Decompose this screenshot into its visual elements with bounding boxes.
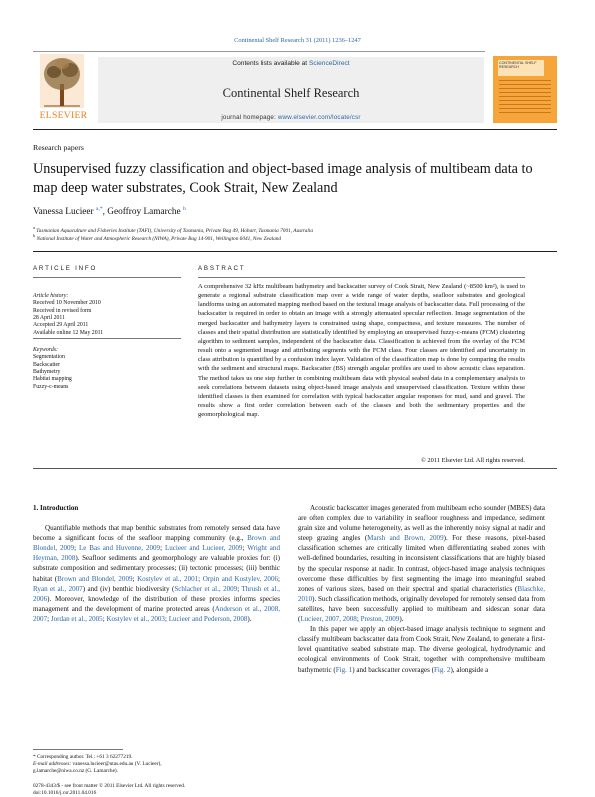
paragraph-text: ) and (iv) benthic biodiversity ( bbox=[82, 584, 175, 593]
history-item: Available online 12 May 2011 bbox=[33, 329, 104, 336]
abstract-rule bbox=[198, 277, 525, 278]
citation-link[interactable]: Brown and Blondel, 2009 bbox=[57, 574, 133, 583]
paragraph-text: ; bbox=[278, 574, 280, 583]
paragraph-text: ). Moreover, knowledge of the distribution of these proxies informs species management and the development of marine protected areas ( bbox=[33, 594, 280, 613]
footnotes bbox=[33, 754, 280, 775]
keyword: Segmentation bbox=[33, 354, 65, 361]
body-column-right bbox=[298, 503, 545, 675]
paragraph-text: ). For these reasons, pixel-based classification schemes are critically limited when differentiating seabed zones with well-defined boundaries, resulting in inconsistent classifications that are highly biased by the specular response at nadir. In contrast, object-based image analysis techniques overcome these difficulties by first segmenting the image into meaningful seabed zones of various sizes, based on their spectral and spatial characteristics ( bbox=[298, 534, 545, 593]
paragraph-text: ; bbox=[164, 614, 169, 623]
affiliation-text: National Institute of Water and Atmospheric Research (NIWA), Private Bag 14-901, Wellington 6041, New Zealand bbox=[36, 235, 282, 242]
citation-link[interactable]: Marsh and Brown, 2009 bbox=[367, 534, 444, 543]
citation-link[interactable]: Schlacher et al., 2009 bbox=[174, 584, 238, 593]
paragraph-text: ). bbox=[247, 614, 252, 623]
citation-link[interactable]: Wright and Heyman, 2008 bbox=[33, 544, 280, 563]
paragraph-text: ; bbox=[132, 574, 138, 583]
keyword: Fuzzy-c-means bbox=[33, 383, 69, 390]
citation-link[interactable]: Kostylev et al., 2003 bbox=[106, 614, 165, 623]
history-label: Article history: bbox=[33, 293, 69, 299]
journal-title: Continental Shelf Research bbox=[222, 86, 360, 100]
author-marks: b bbox=[182, 206, 186, 212]
paragraph-text: ; bbox=[356, 615, 361, 624]
keyword: Bathymetry bbox=[33, 369, 61, 376]
elsevier-logo[interactable] bbox=[34, 54, 93, 124]
article-info bbox=[33, 293, 165, 391]
author-name[interactable]: Geoffroy Lamarche bbox=[107, 207, 181, 218]
paragraph-text: ), alongside a bbox=[450, 665, 489, 674]
abstract-copyright: © 2011 Elsevier Ltd. All rights reserved. bbox=[420, 457, 525, 464]
history-item: Received in revised form bbox=[33, 307, 92, 314]
paragraph-text: ). Seafloor sediments and geomorphology are valuable proxies for: (i) substrate composition and sedimentary processes; (ii) tectonic processes; (iii) benthic habitat ( bbox=[33, 554, 280, 583]
author-marks: a,* bbox=[96, 206, 103, 212]
affiliation-mark: a bbox=[33, 225, 35, 230]
paragraph-text: ; bbox=[47, 614, 51, 623]
publisher-name: ELSEVIER bbox=[39, 110, 88, 121]
paragraph-text: ; bbox=[242, 544, 248, 553]
abstract-heading: ABSTRACT bbox=[198, 265, 246, 272]
paragraph-text: In this paper we apply an object-based image analysis technique to segment and classify multibeam backscatter data from Cook Strait, New Zealand, to generate a first-level quantitative seabed substrate map. The diverse geological, hydrodynamic and ecological environments of Cook Strait, together with comprehensive multibeam bathymetric ( bbox=[298, 625, 545, 674]
journal-citation[interactable]: Continental Shelf Research 31 (2011) 1236–1247 bbox=[234, 37, 361, 44]
keyword: Backscatter bbox=[33, 361, 61, 368]
footnote-rule bbox=[33, 749, 123, 750]
body-column-left bbox=[33, 503, 280, 624]
issn-note: 0278-4343/$ - see front matter © 2011 Elsevier Ltd. All rights reserved. bbox=[33, 783, 186, 789]
citation-link[interactable]: Kostylev et al., 2001 bbox=[137, 574, 199, 583]
article-title: Unsupervised fuzzy classification and object-based image analysis of multibeam data to map deep water substrates, Cook Strait, New Zealand bbox=[33, 161, 533, 196]
section-type: Research papers bbox=[33, 143, 84, 152]
citation-link[interactable]: Blaschke, 2010 bbox=[298, 584, 545, 603]
citation-link[interactable]: Le Bas and Huvenne, 2009 bbox=[78, 544, 161, 553]
paragraph-text: ). bbox=[399, 615, 404, 624]
citation-link[interactable]: Orpin and Kostylev, 2006 bbox=[202, 574, 279, 583]
doi-link[interactable]: doi:10.1016/j.csr.2011.04.016 bbox=[33, 790, 97, 796]
history-item: Accepted 29 April 2011 bbox=[33, 322, 89, 329]
history-item: Received 10 November 2010 bbox=[33, 300, 101, 307]
citation-link[interactable]: Lucieer, 2007, 2008 bbox=[300, 615, 357, 624]
contents-prefix: Contents lists available at bbox=[232, 60, 309, 67]
citation-link[interactable]: Ryan et al., 2007 bbox=[33, 584, 83, 593]
paragraph bbox=[298, 624, 545, 674]
paragraph bbox=[33, 523, 280, 624]
corresponding-author-note: * Corresponding author. Tel.: +61 3 62277219. bbox=[33, 754, 133, 760]
cover-decoration bbox=[499, 80, 551, 116]
abstract-bottom-rule bbox=[33, 468, 557, 469]
header-rule bbox=[33, 129, 557, 130]
author-list: Vanessa Lucieer $^{a,*}$, Geoffroy Lamarche $^b$ bbox=[33, 206, 186, 218]
history-item: 28 April 2011 bbox=[33, 315, 65, 322]
citation-link[interactable]: Anderson et al., 2008, 2007 bbox=[33, 604, 280, 623]
affiliation bbox=[33, 233, 281, 242]
email-note bbox=[33, 761, 280, 768]
paragraph-text: ) and backscatter coverages ( bbox=[352, 665, 434, 674]
paragraph-text: ). Such classification methods, originally developed for remotely sensed data from satellites, have been successfully applied to multibeam and sidescan sonar data ( bbox=[298, 594, 545, 624]
affiliation-mark: b bbox=[33, 233, 36, 238]
paragraph-text: Quantifiable methods that map benthic substrates from remotely sensed data have become a significant focus of the seafloor mapping community (e.g., bbox=[33, 524, 280, 543]
citation-link[interactable]: Lucieer and Pederson, 2008 bbox=[168, 614, 248, 623]
paragraph-text: ; bbox=[237, 584, 242, 593]
citation-link[interactable]: Jordan et al., 2005 bbox=[50, 614, 103, 623]
author-name[interactable]: Vanessa Lucieer bbox=[33, 207, 94, 218]
contents-line bbox=[98, 60, 484, 67]
homepage-link[interactable]: www.elsevier.com/locate/csr bbox=[277, 114, 361, 121]
paragraph bbox=[298, 503, 545, 624]
abstract-text: A comprehensive 32 kHz multibeam bathymetry and backscatter survey of Cook Strait, New Zealand (~8500 km²), is used to generate a regional substrate classification map over a wide range of water depths, seafloor substrates and geological landforms using an automated mapping method based on the textural image analysis of backscatter data. Full processing of the backscatter is required in order to obtain an image with a strongly attenuated specular reflection. Image segmentation of the merged backscatter and bathymetry layers is constrained using shape, compactness, and texture measures. The number of classes and their spatial distribution are statistically identified by employing an unsupervised fuzzy-c-means (FCM) clustering algorithm to sediment samples, independent of the backscatter data. Classification is achieved from the overlay of the FCM result onto a segmented image and attributing segments with the FCM class. Four classes are identified and uncertainty in class attribution is quantified by a confusion index layer. Validation of the classification map is done by comparing the results with the sediment and structural maps. Backscatter (BS) strength angular profiles are used to show acoustic class separation. The method takes us one step further in combining multibeam data with physical seabed data in a complementary analysis to seek correlations between datasets using object-based image analysis and unsupervised classification. Texture within these identified classes is then examined for correlation with typical backscatter angular responses for mud, sand and gravel. The results show a first order correlation between each of the classes and both the sedimentary properties and the geomorphological map. bbox=[198, 283, 525, 419]
citation-link[interactable]: Preston, 2009 bbox=[360, 615, 400, 624]
keyword: Habitat mapping bbox=[33, 376, 72, 383]
cover-title: CONTINENTAL SHELF RESEARCH bbox=[498, 60, 544, 76]
paragraph-text: ; bbox=[74, 544, 79, 553]
citation-link[interactable]: Fig. 1 bbox=[335, 665, 353, 674]
paragraph-text: Acoustic backscatter images generated from multibeam echo sounder (MBES) data are often complex due to variability in seafloor roughness and impedance, sediment grain size and volume heterogeneity, as well as the inherently noisy signal at nadir and steep grazing angles ( bbox=[298, 504, 546, 543]
journal-homepage bbox=[98, 114, 484, 121]
citation-link[interactable]: Lucieer and Lucieer, 2009 bbox=[164, 544, 243, 553]
article-info-heading: ARTICLE INFO bbox=[33, 265, 98, 272]
sciencedirect-link[interactable]: ScienceDirect bbox=[308, 60, 350, 67]
email-line[interactable]: g.lamarche@niwa.co.nz (G. Lamarche). bbox=[33, 768, 119, 774]
email-line[interactable]: vanessa.lucieer@utas.edu.au (V. Lucieer), bbox=[71, 761, 162, 767]
citation-link[interactable]: Thrush et al., 2006 bbox=[33, 584, 280, 603]
affiliation-text: Tasmanian Aquaculture and Fisheries Institute (TAFI), University of Tasmania, Private Bag 49, Hobart, Tasmania 7001, Australia bbox=[36, 227, 314, 234]
paragraph-text: ; bbox=[102, 614, 107, 623]
citation-link[interactable]: Fig. 2 bbox=[434, 665, 451, 674]
paragraph-text: ; bbox=[160, 544, 165, 553]
keywords-label: Keywords: bbox=[33, 347, 58, 354]
section-heading: 1. Introduction bbox=[33, 504, 79, 512]
citation-link[interactable]: Brown and Blondel, 2009 bbox=[33, 534, 280, 553]
journal-cover-thumbnail[interactable] bbox=[493, 56, 557, 123]
info-rule bbox=[33, 277, 181, 278]
homepage-prefix: journal homepage: bbox=[221, 114, 278, 121]
email-label: E-mail addresses: bbox=[33, 761, 72, 767]
paragraph-text: ; bbox=[198, 574, 203, 583]
authors-rule bbox=[33, 251, 557, 252]
elsevier-tree-icon bbox=[40, 54, 84, 108]
